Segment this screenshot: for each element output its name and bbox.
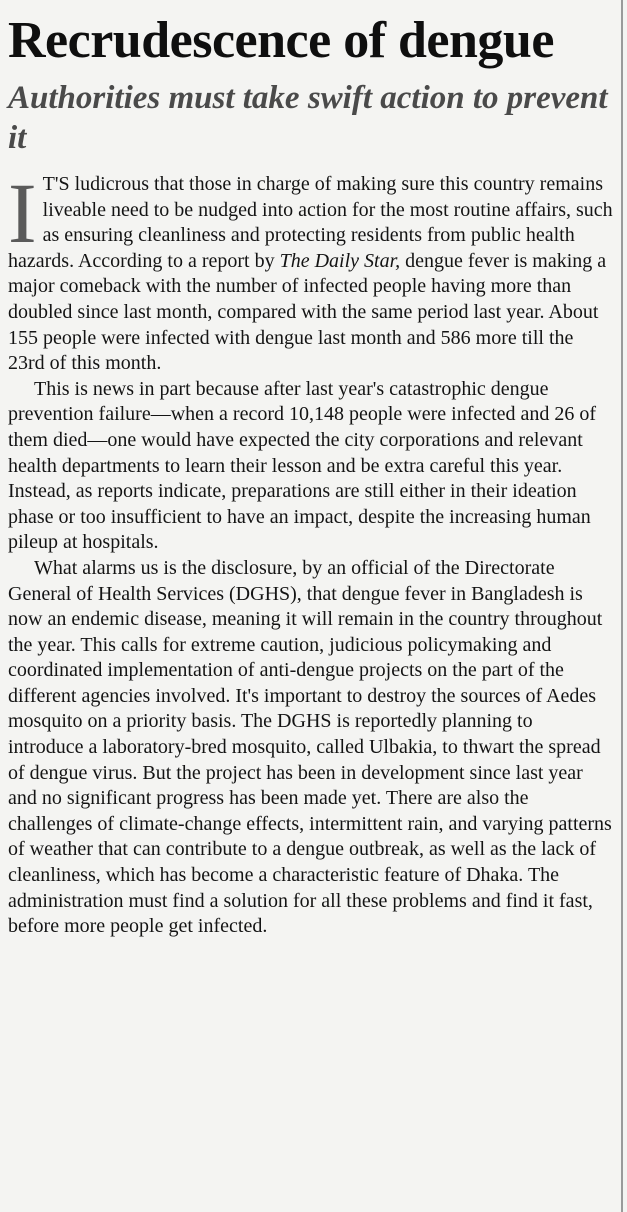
paragraph-2: This is news in part because after last year's catastrophic dengue prevention failure—when a record 10,148 people were infected and 26 of them died—one would have expected the city corporations and relevant health departments to learn their lesson and be extra careful this year. Instead, as reports indicate, preparations are still either in their ideation phase or too insufficient to have an impact, despite the increasing human pileup at hospitals. <box>8 377 597 554</box>
paragraph-1-text-b: dengue fever is making a major comeback with the number of infected people having more than doubled since last month, compared with the same period last year. About 155 people were infected with dengue last month and 586 more till the 23rd of this month. <box>8 249 607 375</box>
source-name: The Daily Star, <box>279 249 401 272</box>
paragraph-1-text-a: T'S ludicrous that those in charge of making sure this country remains liveable need to be nudged into action for the most routine affairs, such as ensuring cleanliness and protecting residents from public health hazards. According to a report by <box>8 173 613 272</box>
column-rule <box>621 0 623 1212</box>
subheadline: Authorities must take swift action to prevent it <box>8 80 608 156</box>
headline: Recrudescence of dengue <box>8 12 554 69</box>
paragraph-3: What alarms us is the disclosure, by an official of the Directorate General of Health Services (DGHS), that dengue fever in Bangladesh is now an endemic disease, meaning it will remain in the country throughout the year. This calls for extreme caution, judicious policymaking and coordinated implementation of anti-dengue projects on the part of the different agencies involved. It's important to destroy the sources of Aedes mosquito on a priority basis. The DGHS is reportedly planning to introduce a laboratory-bred mosquito, called Ulbakia, to thwart the spread of dengue virus. But the project has been in development since last year and no significant progress has been made yet. There are also the challenges of climate-change effects, intermittent rain, and varying patterns of weather that can contribute to a dengue outbreak, as well as the lack of cleanliness, which has become a characteristic feature of Dhaka. The administration must find a solution for all these problems and find it fast, before more people get infected. <box>8 556 612 938</box>
drop-cap: I <box>8 165 37 261</box>
paragraph-1 <box>8 165 613 377</box>
article-body <box>8 165 613 940</box>
